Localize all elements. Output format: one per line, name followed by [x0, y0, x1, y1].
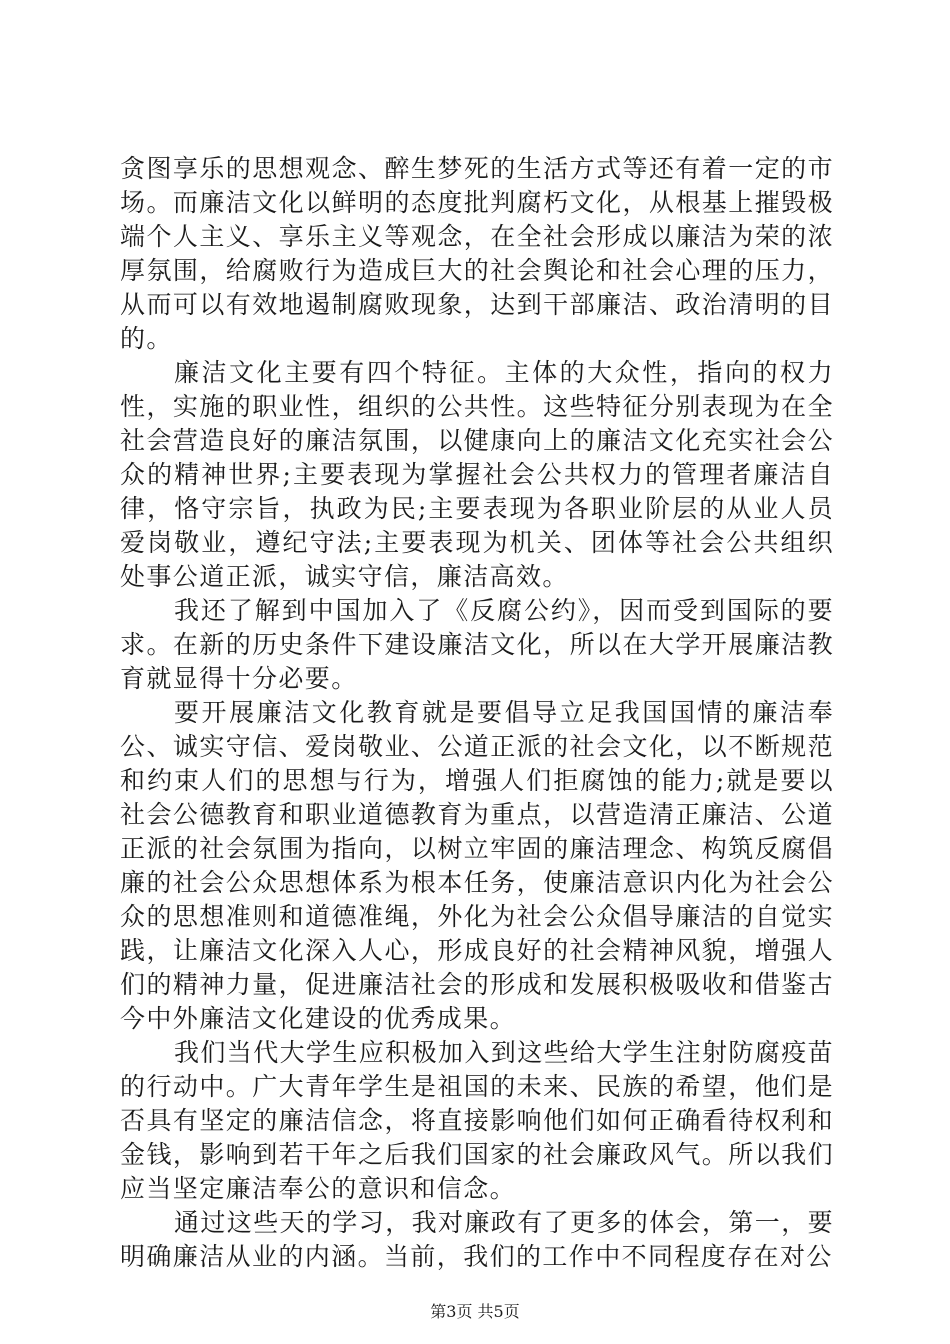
paragraph-2: 廉洁文化主要有四个特征。主体的大众性，指向的权力性，实施的职业性，组织的公共性。这些特征分别表现为在全社会营造良好的廉洁氛围，以健康向上的廉洁文化充实社会公众的精神世界;主要表现为掌握社会公共权力的管理者廉洁自律，恪守宗旨，执政为民;主要表现为各职业阶层的从业人员爱岗敬业，遵纪守法;主要表现为机关、团体等社会公共组织处事公道正派，诚实守信，廉洁高效。	[120, 358, 834, 591]
paragraph-5: 我们当代大学生应积极加入到这些给大学生注射防腐疫苗的行动中。广大青年学生是祖国的未来、民族的希望，他们是否具有坚定的廉洁信念，将直接影响他们如何正确看待权利和金钱，影响到若干年之后我们国家的社会廉政风气。所以我们应当坚定廉洁奉公的意识和信念。	[120, 1038, 835, 1203]
paragraph-4: 要开展廉洁文化教育就是要倡导立足我国国情的廉洁奉公、诚实守信、爱岗敬业、公道正派的社会文化，以不断规范和约束人们的思想与行为，增强人们拒腐蚀的能力;就是要以社会公德教育和职业道德教育为重点，以营造清正廉洁、公道正派的社会氛围为指向，以树立牢固的廉洁理念、构筑反腐倡廉的社会公众思想体系为根本任务，使廉洁意识内化为社会公众的思想准则和道德准绳，外化为社会公众倡导廉洁的自觉实践，让廉洁文化深入人心，形成良好的社会精神风貌，增强人们的精神力量，促进廉洁社会的形成和发展积极吸收和借鉴古今中外廉洁文化建设的优秀成果。	[120, 698, 834, 1033]
paragraph-6: 通过这些天的学习，我对廉政有了更多的体会，第一，要明确廉洁从业的内涵。当前，我们的工作中不同程度存在对公	[120, 1208, 835, 1271]
page-number-footer: 第3页 共5页	[430, 1302, 520, 1321]
paragraph-3: 我还了解到中国加入了《反腐公约》，因而受到国际的要求。在新的历史条件下建设廉洁文化，所以在大学开展廉洁教育就显得十分必要。	[120, 596, 834, 693]
paragraph-1: 贪图享乐的思想观念、醉生梦死的生活方式等还有着一定的市场。而廉洁文化以鲜明的态度批判腐朽文化，从根基上摧毁极端个人主义、享乐主义等观念，在全社会形成以廉洁为荣的浓厚氛围，给腐败行为造成巨大的社会舆论和社会心理的压力，从而可以有效地遏制腐败现象，达到干部廉洁、政治清明的目的。	[120, 154, 834, 353]
document-body	[120, 152, 834, 1274]
